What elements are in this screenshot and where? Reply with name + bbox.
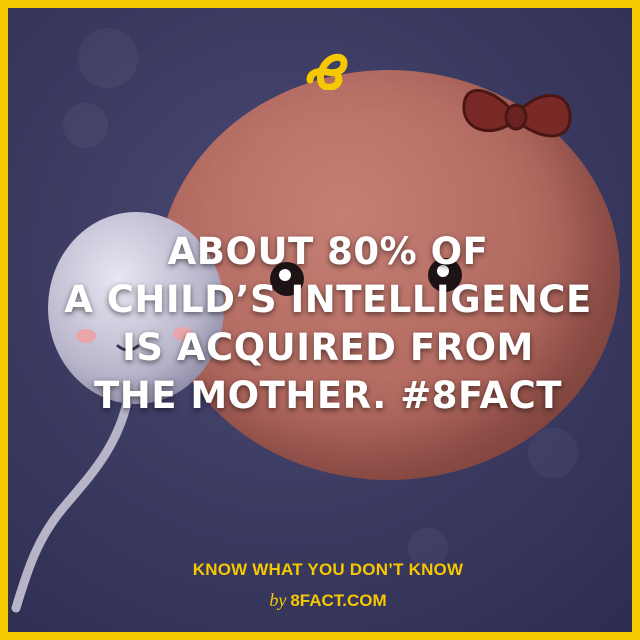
byline-by: by (269, 590, 287, 610)
fact-headline (28, 228, 628, 420)
fact-line: IS ACQUIRED FROM (122, 326, 534, 369)
8fact-infinity-logo-icon (304, 52, 350, 90)
fact-line: A CHILD’S INTELLIGENCE (64, 278, 592, 321)
site-link: 8FACT.COM (290, 591, 387, 610)
fact-line: ABOUT 80% OF (167, 230, 489, 273)
fact-line: THE MOTHER. #8FACT (93, 374, 563, 417)
tagline: KNOW WHAT YOU DON’T KNOW (192, 560, 464, 579)
byline (28, 590, 628, 611)
